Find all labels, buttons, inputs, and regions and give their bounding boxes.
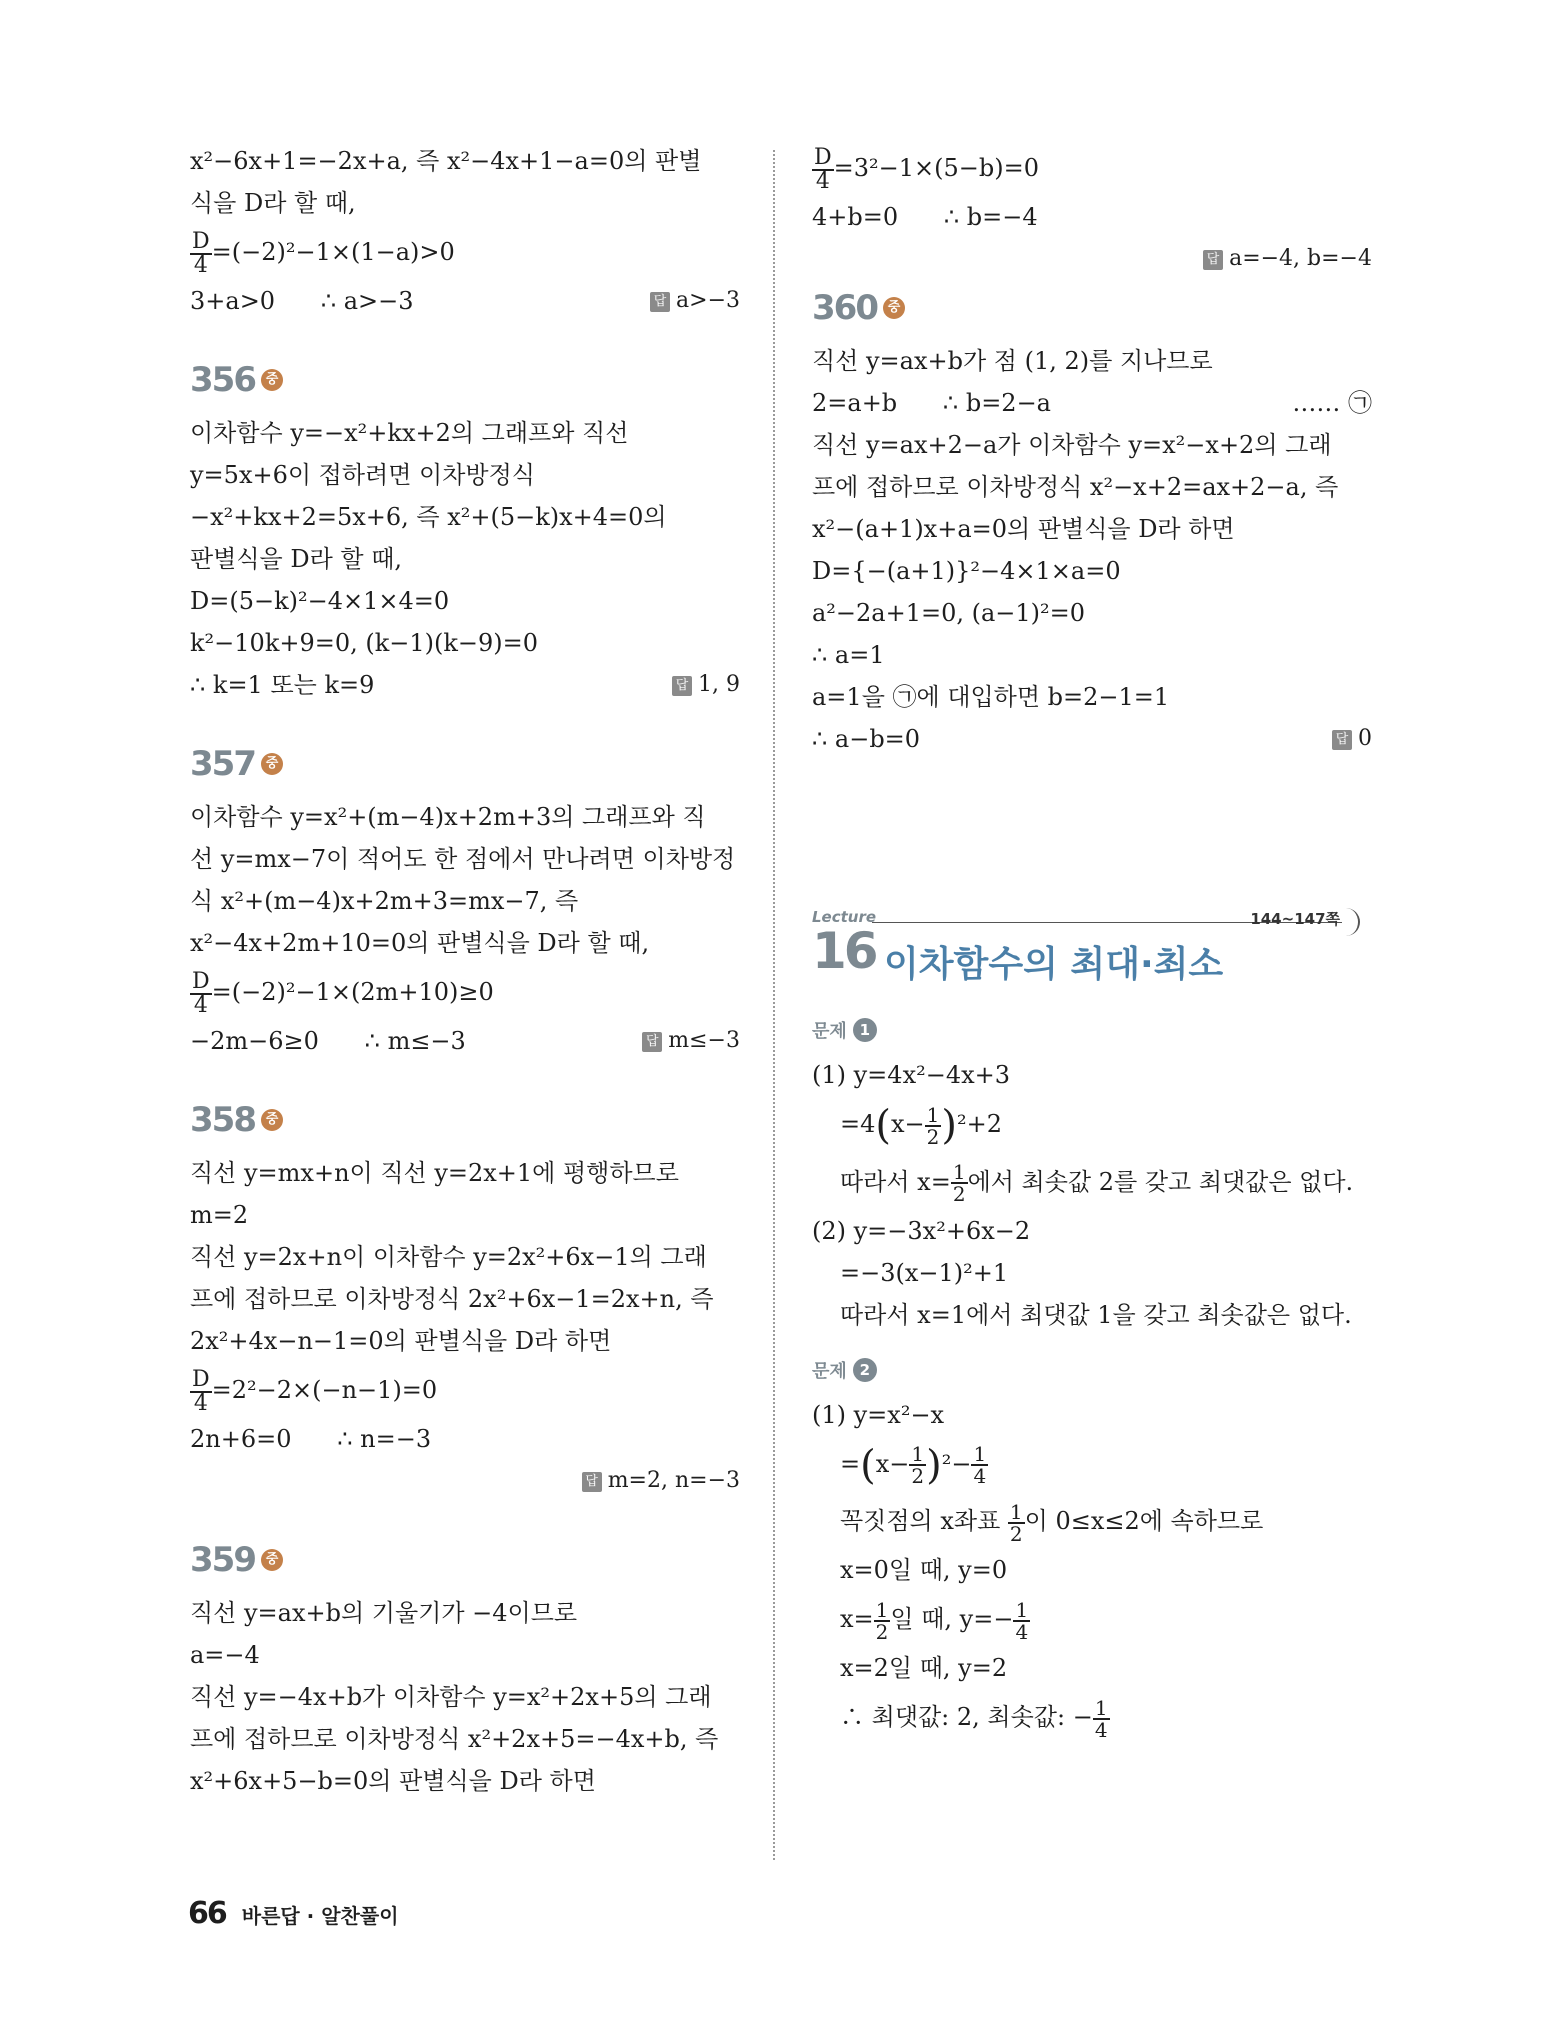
difficulty-badge: 중 [261,369,283,391]
answer-badge-icon: 답 [1332,730,1352,750]
problem-number: 360 [812,288,877,328]
text-line: a²−2a+1=0, (a−1)²=0 [812,599,1086,627]
answer-badge-icon: 답 [650,292,670,312]
book-title: 바른답 · 알찬풀이 [241,1904,399,1928]
question-label: 문제 [812,1021,847,1042]
page-number: 66 [188,1896,226,1931]
fraction-line: $\frac{D}{4}$ =(−2)²−1×(2m+10)≥0 [192,968,494,1018]
fraction-line: 꼭짓점의 x좌표 $\frac{1}{2}$ 이 0≤x≤2에 속하므로 [840,1499,1264,1546]
result-row [812,718,1372,760]
problem-number: 359 [190,1540,255,1580]
fraction: $\frac{1}{2}$ [1009,1499,1023,1546]
result-row [190,664,740,706]
text-line: 식 x²+(m−4)x+2m+3=mx−7, 즉 [190,887,579,915]
problem-header-357 [190,740,740,788]
text-line: x²−4x+2m+10=0의 판별식을 D라 할 때, [190,929,650,957]
answer: 답 m=2, n=−3 [190,1460,740,1502]
text-line: 직선 y=ax+b가 점 (1, 2)를 지나므로 [812,347,1213,375]
text-line: 직선 y=ax+b의 기울기가 −4이므로 [190,1599,578,1627]
fraction: $\frac{1}{2}$ [911,1442,925,1488]
text-line: (1) y=4x²−4x+3 [812,1061,1011,1089]
text-line: 프에 접하므로 이차방정식 2x²+6x−1=2x+n, 즉 [190,1285,714,1313]
text-line: 프에 접하므로 이차방정식 x²−x+2=ax+2−a, 즉 [812,473,1339,501]
equation-mark: …… ㉠ [1292,389,1372,417]
left-column [190,140,740,1802]
text-line: x²−(a+1)x+a=0의 판별식을 D라 하면 [812,515,1235,543]
answer: 답 0 [1332,718,1372,760]
text-line: k²−10k+9=0, (k−1)(k−9)=0 [190,629,539,657]
fraction: $\frac{D}{4}$ [192,228,210,278]
answer: 답 1, 9 [672,664,740,706]
fraction-line: ∴ 최댓값: 2, 최솟값: − $\frac{1}{4}$ [840,1695,1108,1742]
text-line: 2x²+4x−n−1=0의 판별식을 D라 하면 [190,1327,612,1355]
difficulty-badge: 중 [261,1549,283,1571]
fraction: $\frac{1}{2}$ [952,1160,966,1206]
text-line: −2m−6≥0 ∴ m≤−3 [190,1027,466,1055]
problem-number: 357 [190,744,255,784]
text-line: (1) y=x²−x [812,1400,945,1429]
text-line: x²−6x+1=−2x+a, 즉 x²−4x+1−a=0의 판별 [190,147,702,175]
text-line: 선 y=mx−7이 적어도 한 점에서 만나려면 이차방정 [190,845,736,873]
fraction: $\frac{1}{2}$ [875,1597,889,1644]
text-line: 2=a+b ∴ b=2−a [812,389,1051,417]
fraction-line: x= $\frac{1}{2}$ 일 때, y=− $\frac{1}{4}$ [840,1597,1029,1644]
text-line: =−3(x−1)²+1 [840,1258,1009,1287]
problem-number: 358 [190,1100,255,1140]
fraction: $\frac{D}{4}$ [814,144,832,194]
fraction-line: $\frac{D}{4}$ =2²−2×(−n−1)=0 [192,1366,438,1416]
problem-header-356 [190,356,740,404]
problem-header-359 [190,1536,740,1584]
fraction-line: =(x− $\frac{1}{2}$ )²− $\frac{1}{4}$ [840,1442,987,1488]
text-line: 직선 y=2x+n이 이차함수 y=2x²+6x−1의 그래 [190,1243,707,1271]
answer-badge-icon: 답 [642,1032,662,1052]
text-line: D={−(a+1)}²−4×1×a=0 [812,557,1121,585]
text-line: 직선 y=mx+n이 직선 y=2x+1에 평행하므로 [190,1159,679,1187]
text-line: 판별식을 D라 할 때, [190,545,403,573]
text-line: x²+6x+5−b=0의 판별식을 D라 하면 [190,1767,596,1795]
text-line: −x²+kx+2=5x+6, 즉 x²+(5−k)x+4=0의 [190,503,667,531]
answer: 답 m≤−3 [642,1020,740,1062]
question-header-2 [812,1352,1372,1388]
fraction-line: =4(x− $\frac{1}{2}$ )²+2 [840,1102,1002,1149]
text-line: m=2 [190,1201,249,1229]
text-line: 식을 D라 할 때, [190,189,356,217]
page-footer [188,1896,399,1931]
answer: 답 a>−3 [650,280,740,322]
question-number-badge: 2 [853,1358,877,1382]
fraction: $\frac{1}{4}$ [1015,1597,1029,1644]
text-line: y=5x+6이 접하려면 이차방정식 [190,461,535,489]
problem-header-360 [812,284,1372,332]
lecture-page-range: 144~147쪽 [1240,908,1360,936]
text-line: x=2일 때, y=2 [840,1654,1008,1682]
text-line: 4+b=0 ∴ b=−4 [812,203,1038,231]
question-header-1 [812,1012,1372,1048]
text-line: ∴ k=1 또는 k=9 [190,671,375,699]
text-line: 2n+6=0 ∴ n=−3 [190,1425,432,1453]
text-line: ∴ a−b=0 [812,725,921,753]
difficulty-badge: 중 [883,297,905,319]
fraction: $\frac{D}{4}$ [192,968,210,1018]
fraction-line: $\frac{D}{4}$ =(−2)²−1×(1−a)>0 [192,228,455,278]
lecture-number: 16 [812,922,876,980]
text-line: 프에 접하므로 이차방정식 x²+2x+5=−4x+b, 즉 [190,1725,719,1753]
answer-badge-icon: 답 [672,676,692,696]
text-line: a=−4 [190,1641,260,1669]
question-number-badge: 1 [853,1018,877,1042]
difficulty-badge: 중 [261,753,283,775]
lecture-title: 이차함수의 최대·최소 [884,944,1224,985]
problem-number: 356 [190,360,255,400]
answer-badge-icon: 답 [582,1472,602,1492]
fraction: $\frac{1}{4}$ [1094,1695,1108,1742]
result-row [190,280,740,322]
fraction-line: 따라서 x= $\frac{1}{2}$ 에서 최솟값 2를 갖고 최댓값은 없다. [840,1160,1354,1206]
text-line: 따라서 x=1에서 최댓값 1을 갖고 최솟값은 없다. [840,1300,1352,1329]
text-line: a=1을 ㉠에 대입하면 b=2−1=1 [812,683,1170,711]
text-line: D=(5−k)²−4×1×4=0 [190,587,450,615]
result-row [190,1020,740,1062]
lecture-word: Lecture [812,908,877,926]
text-line: 이차함수 y=x²+(m−4)x+2m+3의 그래프와 직 [190,803,706,831]
text-line: 이차함수 y=−x²+kx+2의 그래프와 직선 [190,419,629,447]
text-line: 직선 y=−4x+b가 이차함수 y=x²+2x+5의 그래 [190,1683,712,1711]
fraction: $\frac{1}{2}$ [926,1102,940,1149]
question-label: 문제 [812,1360,847,1382]
fraction-line: $\frac{D}{4}$ =3²−1×(5−b)=0 [814,144,1039,194]
text-line: x=0일 때, y=0 [840,1556,1008,1584]
column-divider [773,150,775,1860]
lecture-header [812,906,1372,996]
result-row [812,382,1372,424]
difficulty-badge: 중 [261,1109,283,1131]
problem-header-358 [190,1096,740,1144]
fraction: $\frac{D}{4}$ [192,1366,210,1416]
answer-badge-icon: 답 [1203,250,1223,270]
text-line: 직선 y=ax+2−a가 이차함수 y=x²−x+2의 그래 [812,431,1332,459]
fraction: $\frac{1}{4}$ [973,1442,987,1488]
text-line: 3+a>0 ∴ a>−3 [190,287,414,315]
answer: 답 a=−4, b=−4 [812,238,1372,280]
text-line: (2) y=−3x²+6x−2 [812,1216,1031,1245]
right-column [812,140,1372,1745]
text-line: ∴ a=1 [812,641,885,669]
